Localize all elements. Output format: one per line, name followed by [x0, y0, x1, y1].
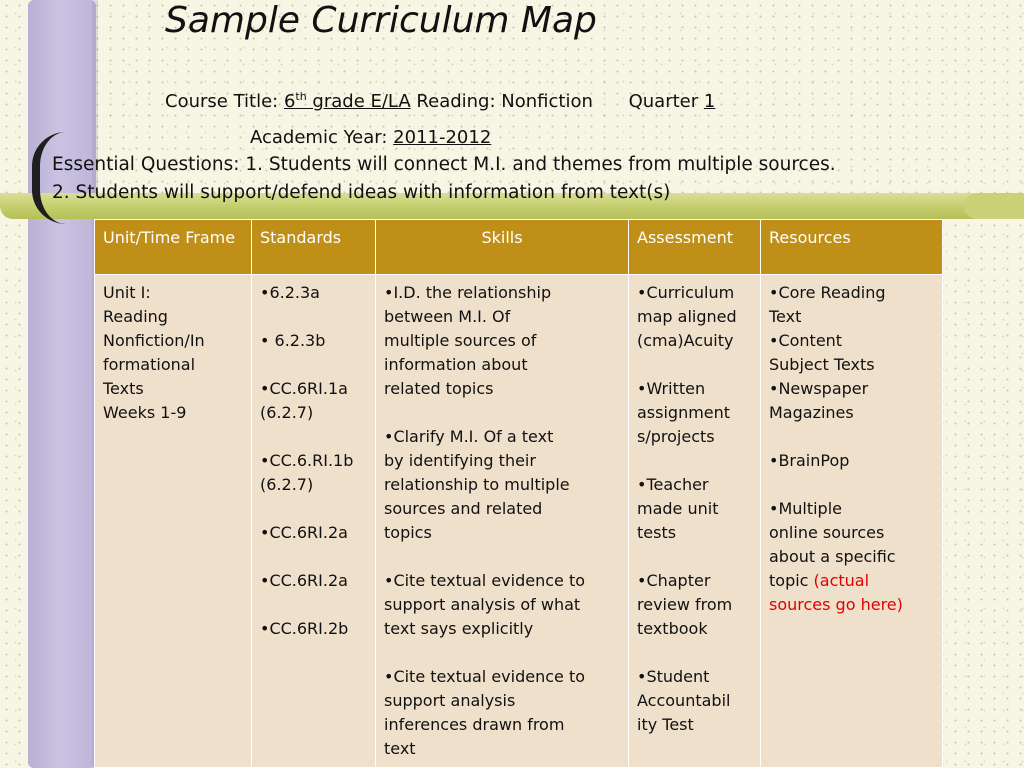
placeholder-note-2: sources go here) — [769, 595, 903, 614]
course-subject: Reading: Nonfiction — [416, 91, 593, 112]
cell-text-line: •Written — [637, 379, 706, 398]
cell-text-line: (6.2.7) — [260, 475, 314, 494]
cell-text-line: Nonfiction/In — [103, 331, 205, 350]
cell-text-line: relationship to multiple — [384, 475, 570, 494]
cell-text-line: Weeks 1-9 — [103, 403, 187, 422]
cell-text-line: •Core Reading — [769, 283, 886, 302]
cell-text-line: •Cite textual evidence to — [384, 571, 585, 590]
cell-assessment — [629, 275, 761, 768]
cell-text-line: Magazines — [769, 403, 854, 422]
cell-text-line: •Cite textual evidence to — [384, 667, 585, 686]
cell-text-line: Texts — [103, 379, 144, 398]
academic-year-label: Academic Year: — [250, 127, 388, 148]
resources-last-line: topic (actual — [769, 571, 870, 590]
cell-text-line: map aligned — [637, 307, 737, 326]
cell-text-line: topics — [384, 523, 432, 542]
cell-text-line: information about — [384, 355, 528, 374]
green-bar-cap — [964, 193, 1024, 219]
cell-text-line: related topics — [384, 379, 494, 398]
cell-text-line: •Curriculum — [637, 283, 735, 302]
cell-spacer — [769, 425, 934, 449]
page-title: Sample Curriculum Map — [165, 0, 597, 41]
cell-text-line: •Content — [769, 331, 843, 350]
cell-spacer — [637, 641, 752, 665]
cell-text-line: Unit I: — [103, 283, 151, 302]
course-title-label: Course Title: — [165, 91, 279, 112]
cell-text-line: Reading — [103, 307, 168, 326]
cell-spacer — [384, 545, 620, 569]
header-skills: Skills — [376, 220, 629, 275]
essential-question-2: 2. Students will support/defend ideas with information from text(s) — [52, 182, 671, 203]
cell-spacer — [637, 545, 752, 569]
cell-text-line: •CC.6RI.2a — [260, 571, 348, 590]
cell-spacer — [260, 305, 367, 329]
cell-text-line: multiple sources of — [384, 331, 537, 350]
cell-text-line: assignment — [637, 403, 731, 422]
cell-standards — [252, 275, 376, 768]
cell-text-line: •Newspaper — [769, 379, 869, 398]
header-standards: Standards — [252, 220, 376, 275]
course-grade: 6th grade E/LA — [283, 90, 411, 112]
header-unit-time-frame: Unit/Time Frame — [95, 220, 252, 275]
cell-text-line: formational — [103, 355, 196, 374]
cell-spacer — [637, 353, 752, 377]
cell-text-line: Subject Texts — [769, 355, 875, 374]
cell-text-line: support analysis — [384, 691, 516, 710]
cell-spacer — [384, 641, 620, 665]
quarter-value: 1 — [703, 91, 716, 112]
cell-spacer — [260, 545, 367, 569]
header-resources: Resources — [761, 220, 943, 275]
quarter-label: Quarter — [628, 91, 699, 112]
cell-spacer — [769, 473, 934, 497]
cell-text-line: support analysis of what — [384, 595, 581, 614]
table-row — [95, 275, 943, 768]
cell-text-line: text says explicitly — [384, 619, 534, 638]
course-title-line — [165, 90, 715, 112]
cell-text-line: (cma)Acuity — [637, 331, 734, 350]
cell-text-line: sources and related — [384, 499, 543, 518]
cell-text-line: •Student — [637, 667, 710, 686]
cell-text-line: textbook — [637, 619, 708, 638]
academic-year-value: 2011-2012 — [393, 127, 492, 148]
cell-text-line: •Clarify M.I. Of a text — [384, 427, 554, 446]
cell-text-line: between M.I. Of — [384, 307, 511, 326]
cell-resources — [761, 275, 943, 768]
curriculum-table — [94, 219, 943, 768]
cell-spacer — [637, 449, 752, 473]
cell-text-line: •CC.6.RI.1b — [260, 451, 354, 470]
cell-text-line: review from — [637, 595, 733, 614]
cell-text-line: s/projects — [637, 427, 715, 446]
cell-text-line: Text — [769, 307, 802, 326]
cell-skills — [376, 275, 629, 768]
placeholder-note: (actual — [813, 571, 870, 590]
cell-text-line: •BrainPop — [769, 451, 850, 470]
cell-text-line: Accountabil — [637, 691, 731, 710]
cell-unit — [95, 275, 252, 768]
cell-text-line: •6.2.3a — [260, 283, 320, 302]
cell-text-line: • 6.2.3b — [260, 331, 326, 350]
header-assessment: Assessment — [629, 220, 761, 275]
cell-text-line: inferences drawn from — [384, 715, 565, 734]
cell-spacer — [260, 425, 367, 449]
decorative-purple-strip — [28, 0, 96, 768]
essential-question-1: Essential Questions: 1. Students will connect M.I. and themes from multiple sources. — [52, 154, 836, 175]
cell-spacer — [260, 353, 367, 377]
cell-text-line: •Chapter — [637, 571, 711, 590]
cell-text-line: made unit — [637, 499, 719, 518]
cell-text-line: •Multiple — [769, 499, 842, 518]
cell-text-line: text — [384, 739, 416, 758]
cell-text-line: •Teacher — [637, 475, 709, 494]
cell-text-line: •CC.6RI.2a — [260, 523, 348, 542]
cell-text-line: online sources — [769, 523, 885, 542]
cell-text-line: about a specific — [769, 547, 896, 566]
cell-text-line: (6.2.7) — [260, 403, 314, 422]
cell-text-line: •CC.6RI.2b — [260, 619, 349, 638]
table-header-row — [95, 220, 943, 275]
cell-spacer — [260, 593, 367, 617]
cell-text-line: •I.D. the relationship — [384, 283, 552, 302]
cell-spacer — [384, 401, 620, 425]
cell-spacer — [260, 497, 367, 521]
cell-text-line: by identifying their — [384, 451, 536, 470]
academic-year-line — [250, 127, 491, 148]
cell-text-line: tests — [637, 523, 677, 542]
cell-text-line: ity Test — [637, 715, 694, 734]
cell-text-line: •CC.6RI.1a — [260, 379, 348, 398]
